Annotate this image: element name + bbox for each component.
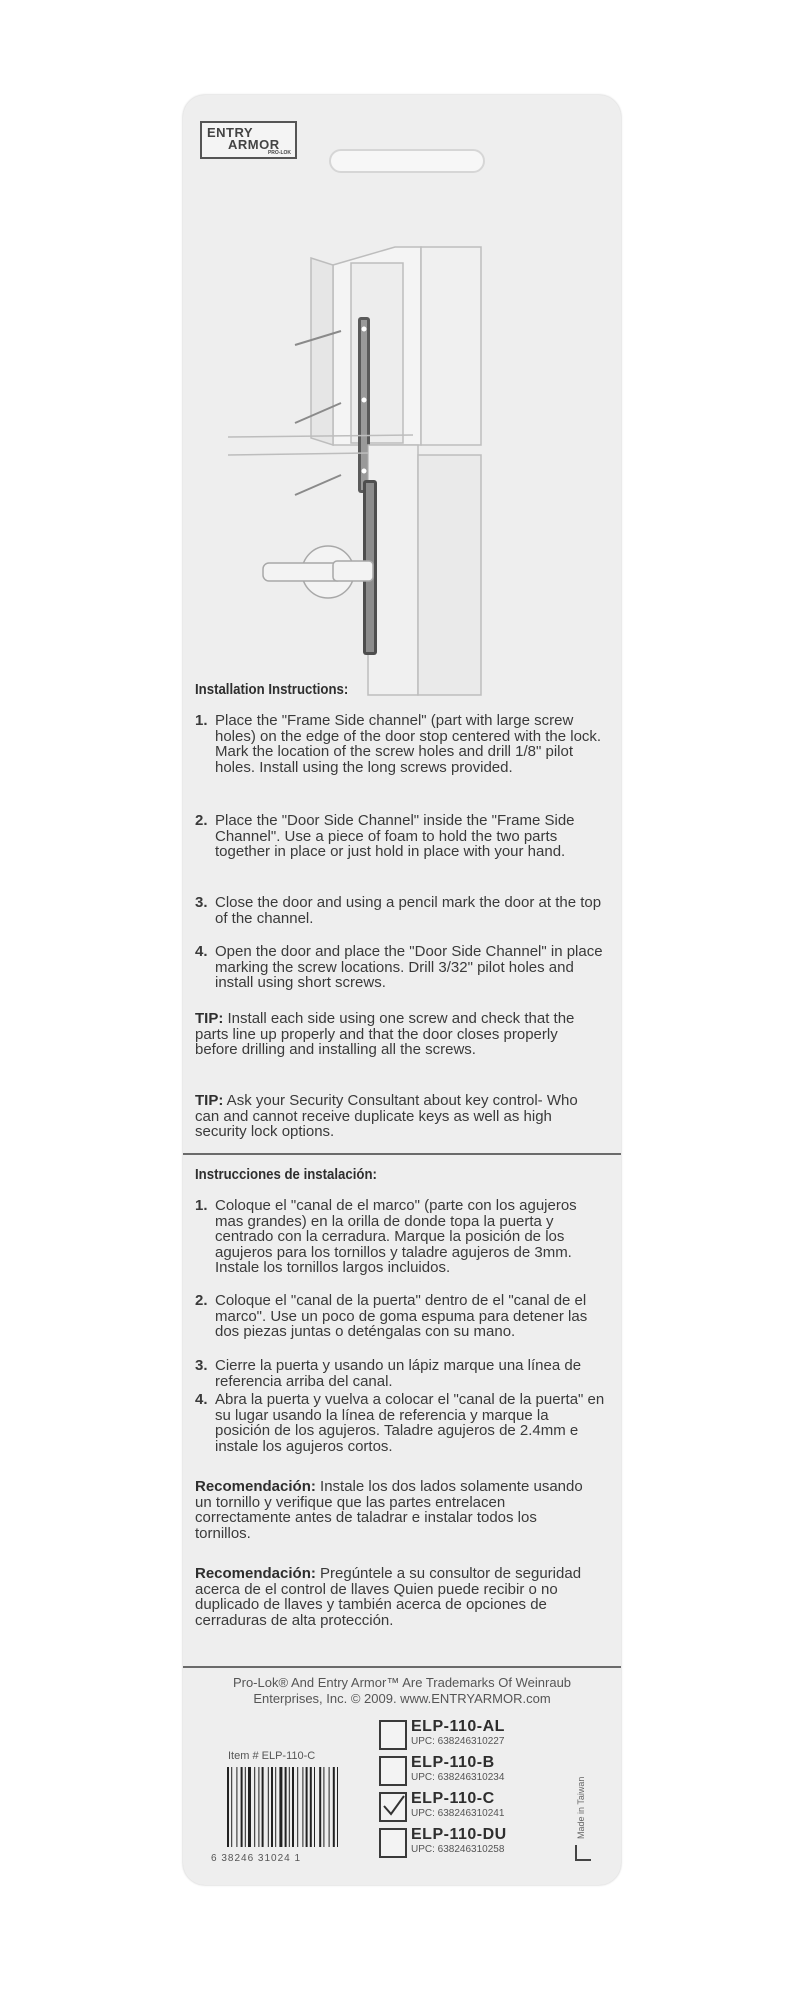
barcode-bar bbox=[241, 1767, 243, 1847]
install-step-en-1: 1. Place the "Frame Side channel" (part with large screw holes) on the edge of the door stop centered with the lock. Mark the location of the screw holes and drill 1/8" pilot holes. Install using the long screws provided. bbox=[195, 712, 602, 776]
entry-armor-logo bbox=[200, 121, 297, 159]
barcode-bar bbox=[279, 1767, 282, 1847]
logo-line1: ENTRY bbox=[207, 125, 254, 140]
barcode-bar bbox=[302, 1767, 303, 1847]
install-heading-es: Instrucciones de instalación: bbox=[195, 1166, 377, 1183]
barcode-bar bbox=[329, 1767, 330, 1847]
barcode-bar bbox=[285, 1767, 287, 1847]
tip-en-2: TIP: Ask your Security Consultant about key control- Who can and cannot receive duplicate keys as well as high security lock options. bbox=[195, 1092, 578, 1140]
install-step-es-2: 2. Coloque el "canal de la puerta" dentro de el "canal de el marco". Use un poco de goma espuma para detener las dos piezas juntas o deténgalas con su mano. bbox=[195, 1292, 588, 1340]
logo-line3: PRO-LOK bbox=[267, 150, 291, 156]
logo-line2: ARMOR bbox=[228, 137, 280, 152]
barcode-bar bbox=[297, 1767, 298, 1847]
made-in-taiwan: Made in Taiwan bbox=[576, 1776, 586, 1839]
item-number: Item # ELP-110-C bbox=[228, 1750, 316, 1762]
barcode-bar bbox=[231, 1767, 232, 1847]
install-step-en-4: 4. Open the door and place the "Door Side Channel" in place marking the screw locations. Drill 3/32" pilot holes and install using short screws. bbox=[195, 943, 603, 991]
barcode-bar bbox=[227, 1767, 229, 1847]
option-checkbox bbox=[379, 1828, 407, 1858]
barcode-bar bbox=[292, 1767, 294, 1847]
barcode-bar bbox=[310, 1767, 312, 1847]
barcode-bar bbox=[333, 1767, 335, 1847]
barcode-bar bbox=[268, 1767, 269, 1847]
barcode-bar bbox=[245, 1767, 246, 1847]
tip-es-1: Recomendación: Instale los dos lados solamente usando un tornillo y verifique que las partes entrelacen correctamente antes de taladrar e instalar todos los tornillos. bbox=[195, 1478, 583, 1542]
barcode-bar bbox=[319, 1767, 321, 1847]
barcode-bar bbox=[275, 1767, 276, 1847]
install-step-es-1: 1. Coloque el "canal de el marco" (parte con los agujeros mas grandes) en la orilla de donde topa la puerta y centrado con la cerradura. Marque la posición de los agujeros para los tornillos y taladre agujeros de 3mm. Instale los tornillos largos incluidos. bbox=[195, 1197, 577, 1276]
install-step-en-3: 3. Close the door and using a pencil mark the door at the top of the channel. bbox=[195, 894, 602, 927]
package-card: ENTRY ARMOR PRO-LOK Installation Instructions: 1. Place the "Frame Side channel" (part with large screw holes) on the edge of the door stop centered with the lock. Mark the location of the screw holes and drill 1/8" pilot holes. Install using the long screws provided. 2. Place the "Door Side Channel" inside the "Frame Side Channel". Use a piece of foam to hold the two parts together in place or just hold in place with your hand. 3. Close the door and using a pencil mark the door at the top of the channel. 4. Open the door and place the "Door Side Channel" in place marking the screw locations. Drill 3/32" pilot holes and install using short screws. TIP: Install each side using one screw and check that the parts line up properly and that the door closes properly before drilling and installing all the screws. TIP: Ask your Security Consultant about key control- Who can and cannot receive duplicate keys as well as high security lock options. Instrucciones de instalación: 1. Coloque el "canal de el marco" (parte con los agujeros mas grandes) en la orilla de donde topa la puerta y centrado con la cerradura. Marque la posición de los agujeros para los tornillos y taladre agujeros de 3mm. Instale los tornillos largos incluidos. 2. Coloque el "canal de la puerta" dentro de el "canal de el marco". Use un poco de goma espuma para detener las dos piezas juntas o deténgalas con su mano. 3. Cierre la puerta y usando un lápiz marque una línea de referencia arriba del canal. 4. Abra la puerta y vuelva a colocar el "canal de la puerta" en su lugar usando la línea de referencia y marque la posición de los agujeros. Taladre agujeros de 2.4mm e instale los agujeros cortos. Recomendación: Instale los dos lados solamente usando un tornillo y verifique que las partes entrelacen correctamente antes de taladrar e instalar todos los tornillos. Recomendación: Pregúntele a su consultor de seguridad acerca de el control de llaves Quien puede recibir o no duplicado de llaves y también acerca de opciones de cerraduras de alta protección. Pro-Lok® And Entry Armor™ Are Trademarks Of Weinraub Enterprises, Inc. © 2009. www.ENTRYARMOR.com Item # ELP-110-C 6 38246 31024 1 ELP-110-AL UPC: 638246310227 ELP-110-B UPC: 638246310234 ELP-110-C UPC: 638246310241 ELP-110-DU UPC: 638246310258 Made in Taiwan bbox=[183, 95, 621, 1885]
install-step-es-3: 3. Cierre la puerta y usando un lápiz marque una línea de referencia arriba del canal. bbox=[195, 1357, 582, 1390]
barcode-bar bbox=[306, 1767, 308, 1847]
barcode-bar bbox=[258, 1767, 259, 1847]
install-step-en-2: 2. Place the "Door Side Channel" inside the "Frame Side Channel". Use a piece of foam to hold the two parts together in place or just hold in place with your hand. bbox=[195, 812, 575, 860]
install-step-es-4: 4. Abra la puerta y vuelva a colocar el "canal de la puerta" en su lugar usando la línea de referencia y marque la posición de los agujeros. Taladre agujeros de 2.4mm e instale los agujeros cortos. bbox=[195, 1391, 605, 1455]
install-heading-en: Installation Instructions: bbox=[195, 681, 349, 698]
trademark-line-2: Enterprises, Inc. © 2009. www.ENTRYARMOR.com bbox=[253, 1691, 551, 1706]
barcode-digits: 6 38246 31024 1 bbox=[211, 1853, 302, 1864]
option-checkbox bbox=[379, 1756, 407, 1786]
barcode-bar bbox=[236, 1767, 237, 1847]
barcode-bar bbox=[337, 1767, 338, 1847]
trademark-line-1: Pro-Lok® And Entry Armor™ Are Trademarks Of Weinraub bbox=[232, 1675, 572, 1690]
footer-divider bbox=[183, 1666, 621, 1668]
barcode-bar bbox=[314, 1767, 315, 1847]
corner-mark bbox=[575, 1845, 591, 1861]
section-divider bbox=[183, 1153, 621, 1155]
checkmark-icon bbox=[379, 1792, 407, 1820]
barcode-bar bbox=[262, 1767, 264, 1847]
barcode-bar bbox=[271, 1767, 273, 1847]
barcode-bar bbox=[248, 1767, 251, 1847]
barcode bbox=[223, 1765, 343, 1850]
option-checkbox bbox=[379, 1720, 407, 1750]
installation-illustration bbox=[183, 155, 621, 755]
tip-es-2: Recomendación: Pregúntele a su consultor de seguridad acerca de el control de llaves Quien puede recibir o no duplicado de llaves y también acerca de opciones de cerraduras de alta protección. bbox=[195, 1565, 582, 1629]
barcode-bar bbox=[254, 1767, 255, 1847]
barcode-bar bbox=[289, 1767, 290, 1847]
barcode-bar bbox=[323, 1767, 324, 1847]
tip-en-1: TIP: Install each side using one screw and check that the parts line up properly and that the door closes properly before drilling and installing all the screws. bbox=[195, 1010, 575, 1058]
